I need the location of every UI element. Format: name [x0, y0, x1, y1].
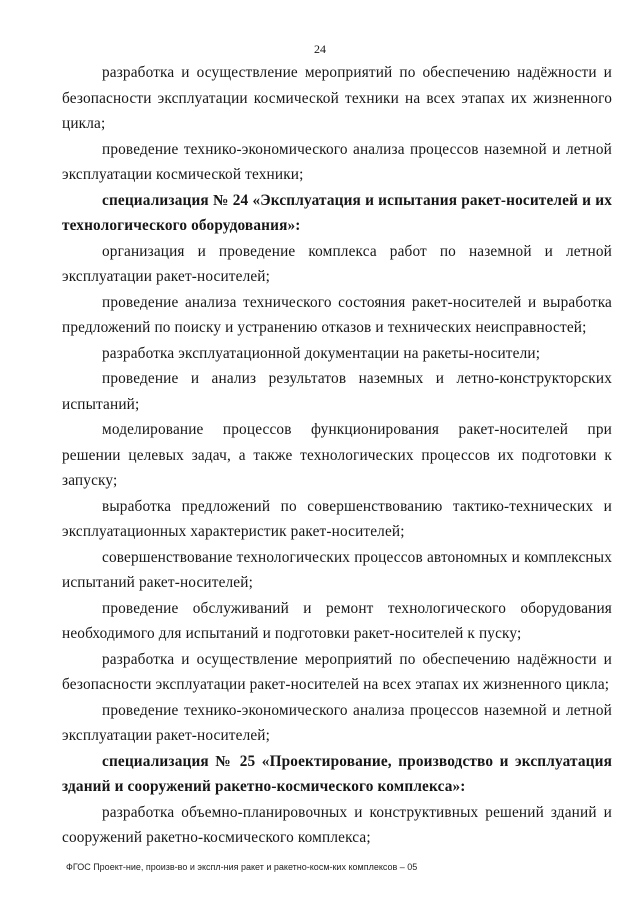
paragraph: разработка и осуществление мероприятий по обеспечению надёжности и безопасности эксплуатации ракет-носителей на всех этапах их жизненного цикла; — [62, 650, 612, 693]
paragraph: организация и проведение комплекса работ по наземной и летной эксплуатации ракет-носителей; — [62, 242, 612, 285]
paragraph: совершенствование технологических процессов автономных и комплексных испытаний ракет-носителей; — [62, 548, 612, 591]
paragraph: проведение и анализ результатов наземных и летно-конструкторских испытаний; — [62, 370, 612, 413]
paragraph: проведение анализа технического состояния ракет-носителей и выработка предложений по поиску и устранению отказов и технических неисправностей; — [62, 293, 612, 336]
page-number: 24 — [314, 42, 326, 56]
paragraph: моделирование процессов функционирования ракет-носителей при решении целевых задач, а также технологических процессов их подготовки к запуску; — [62, 421, 612, 489]
paragraph: проведение технико-экономического анализа процессов наземной и летной эксплуатации космической техники; — [62, 140, 612, 183]
paragraph: разработка объемно-планировочных и конструктивных решений зданий и сооружений ракетно-космического комплекса; — [62, 803, 612, 846]
section-heading: специализация № 24 «Эксплуатация и испытания ракет-носителей и их технологического оборудования»: — [62, 191, 612, 234]
paragraph: разработка эксплуатационной документации на ракеты-носители; — [102, 344, 541, 362]
document-body — [62, 60, 612, 851]
section-heading: специализация № 25 «Проектирование, производство и эксплуатация зданий и сооружений ракетно-космического комплекса»: — [62, 752, 612, 795]
paragraph: разработка и осуществление мероприятий по обеспечению надёжности и безопасности эксплуатации космической техники на всех этапах их жизненного цикла; — [62, 64, 612, 132]
paragraph: выработка предложений по совершенствованию тактико-технических и эксплуатационных характеристик ракет-носителей; — [62, 497, 612, 540]
paragraph: проведение обслуживаний и ремонт технологического оборудования необходимого для испытаний и подготовки ракет-носителей к пуску; — [62, 599, 612, 642]
page-footer: ФГОС Проект-ние, произв-во и экспл-ния ракет и ракетно-косм-ких комплексов – 05 — [66, 862, 418, 872]
paragraph: проведение технико-экономического анализа процессов наземной и летной эксплуатации ракет-носителей; — [62, 701, 612, 744]
